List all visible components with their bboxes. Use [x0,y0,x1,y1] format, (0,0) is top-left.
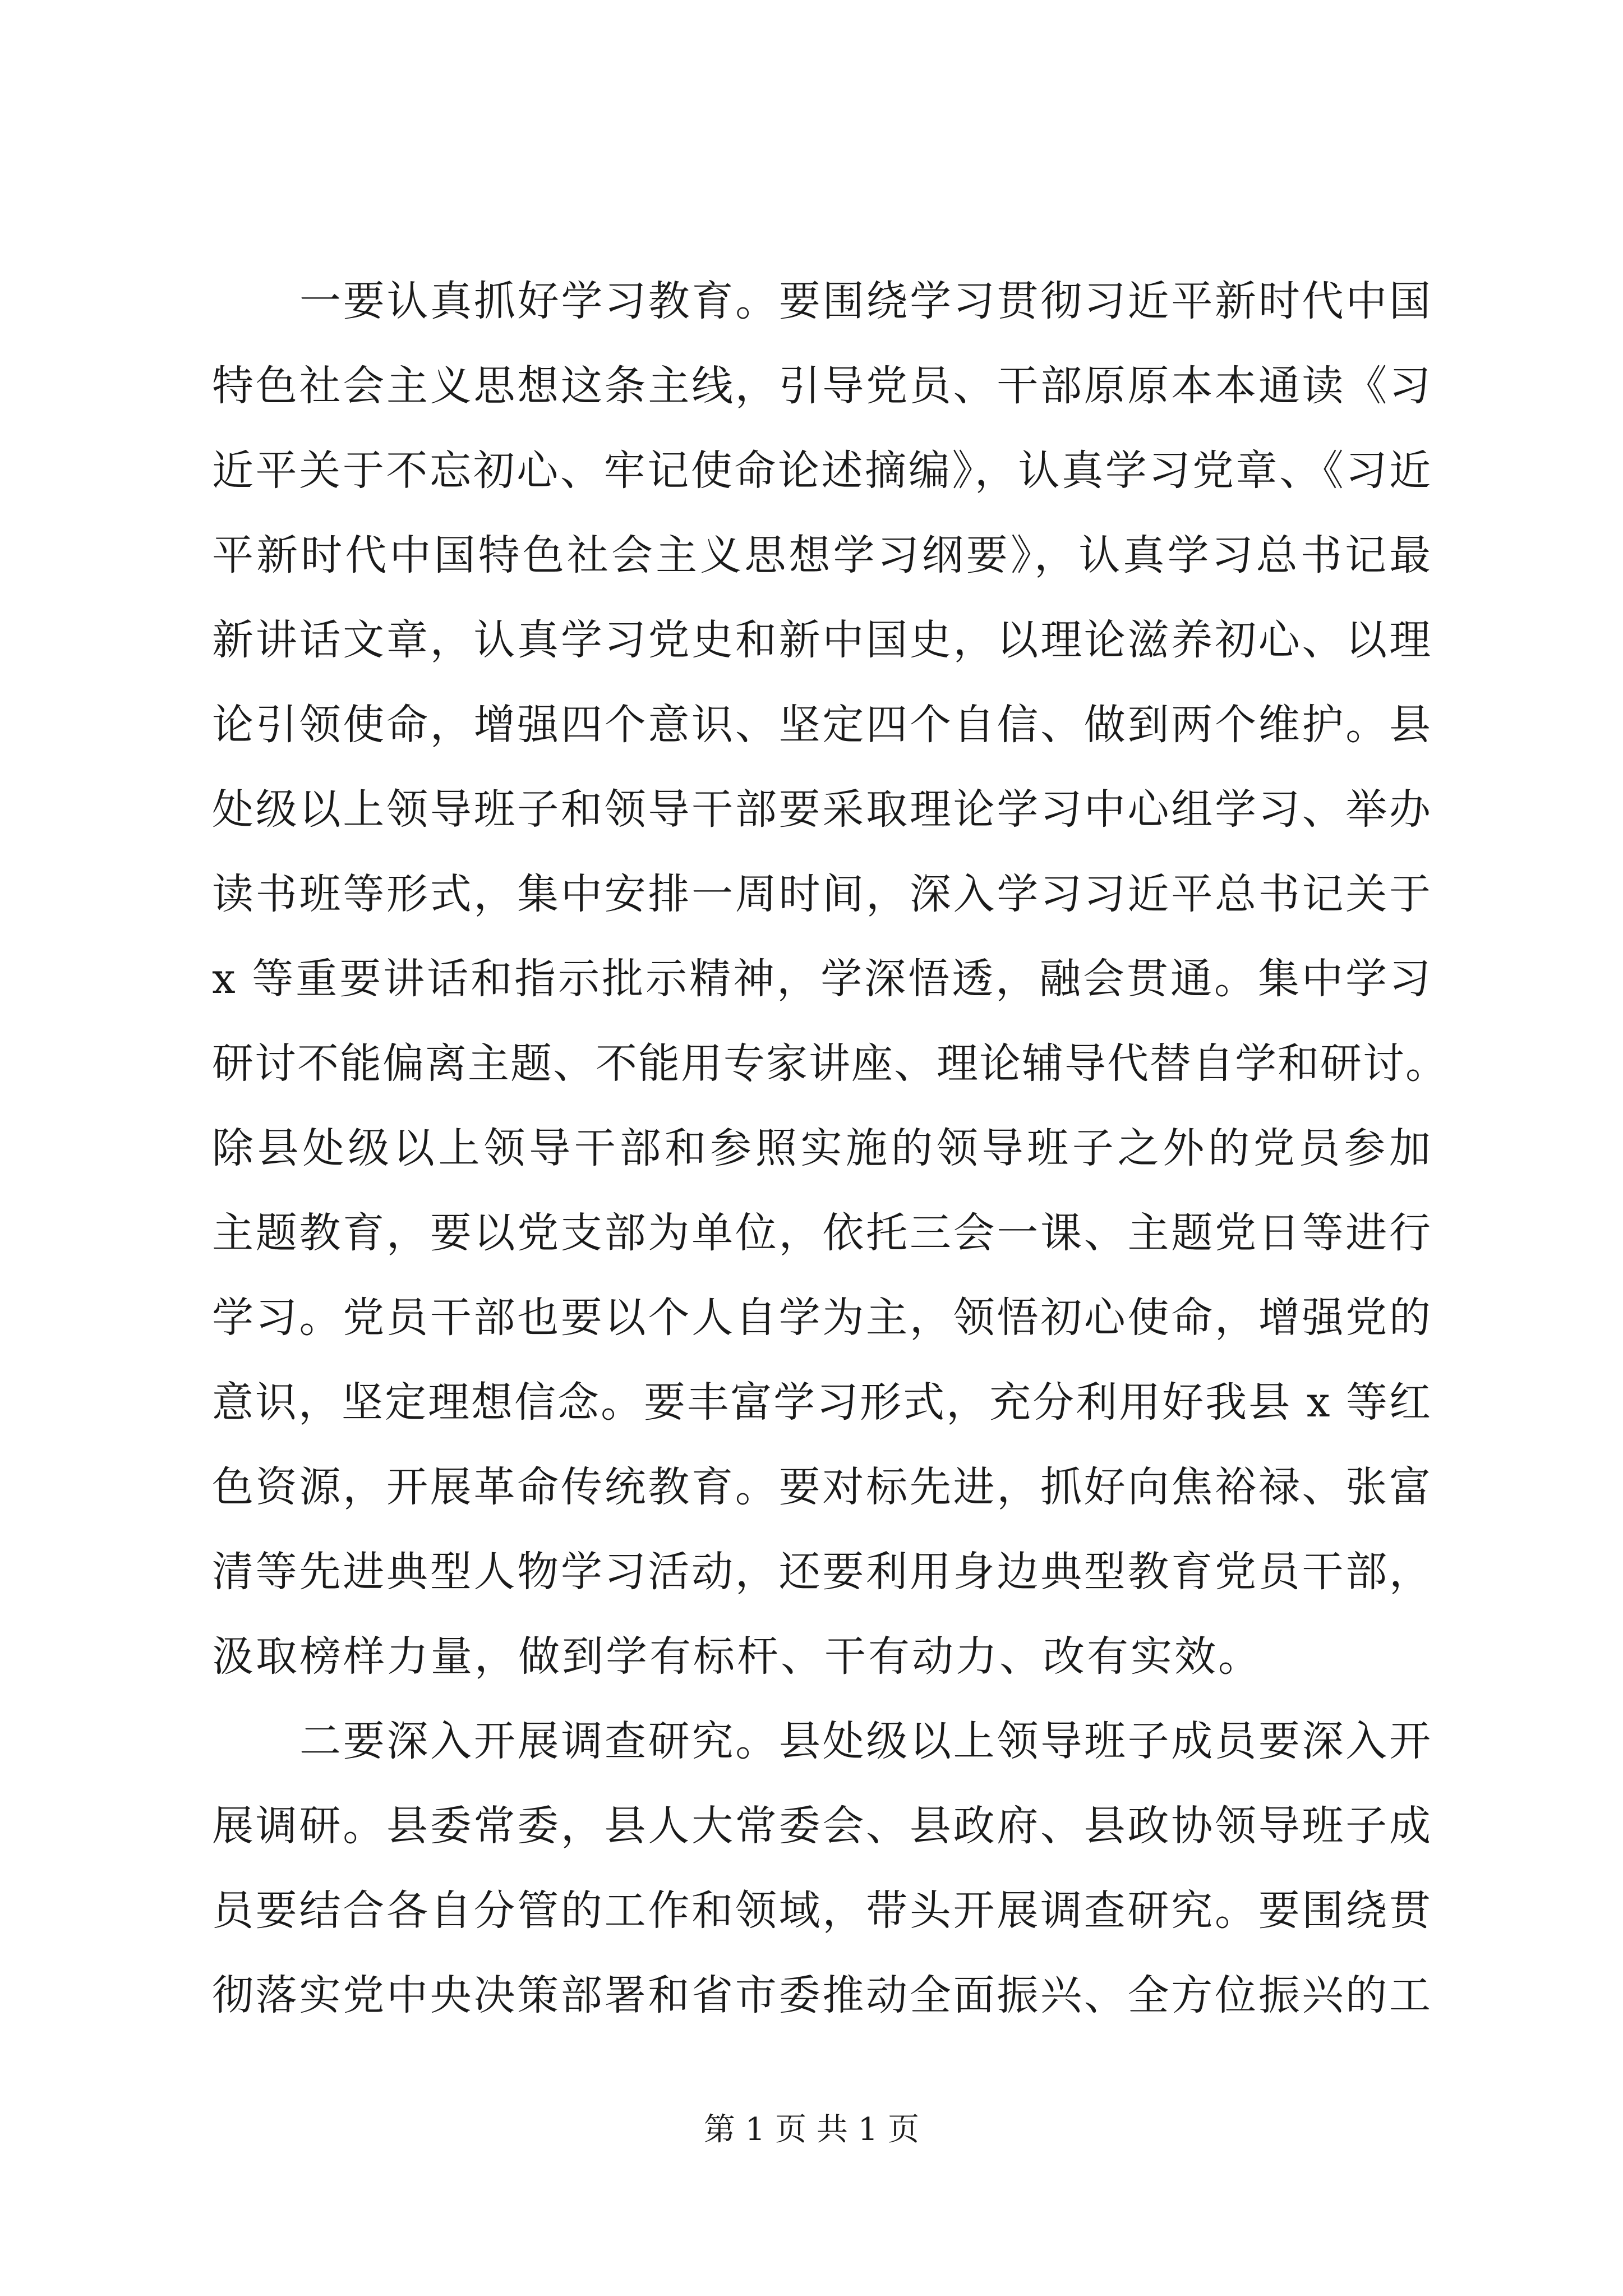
document-body [212,259,1448,2038]
text-line: x 等重要讲话和指示批示精神，学深悟透，融会贯通。集中学习 [212,955,1432,1003]
text-line: 彻落实党中央决策部署和省市委推动全面振兴、全方位振兴的工 [212,1971,1432,2019]
text-line: 汲取榜样力量，做到学有标杆、干有动力、改有实效。 [212,1632,1262,1681]
text-line: 学习。党员干部也要以个人自学为主，领悟初心使命，增强党的 [212,1294,1432,1342]
page-footer [0,2110,1623,2150]
text-line: 清等先进典型人物学习活动，还要利用身边典型教育党员干部， [212,1548,1432,1596]
text-line: 论引领使命，增强四个意识、坚定四个自信、做到两个维护。县 [212,701,1432,749]
text-line: 色资源，开展革命传统教育。要对标先进，抓好向焦裕禄、张富 [212,1463,1432,1511]
text-line: 展调研。县委常委，县人大常委会、县政府、县政协领导班子成 [212,1802,1432,1850]
text-line: 研讨不能偏离主题、不能用专家讲座、理论辅导代替自学和研讨。 [212,1039,1448,1088]
paragraph-1 [212,259,1448,1699]
text-line: 处级以上领导班子和领导干部要采取理论学习中心组学习、举办 [212,785,1432,834]
paragraph-2 [212,1699,1432,2038]
text-line: 除县处级以上领导干部和参照实施的领导班子之外的党员参加 [212,1124,1432,1172]
text-line: 读书班等形式，集中安排一周时间，深入学习习近平总书记关于 [212,870,1432,918]
page-number-label: 第 1 页 共 1 页 [703,2111,920,2148]
text-line: 主题教育，要以党支部为单位，依托三会一课、主题党日等进行 [212,1209,1432,1257]
text-line: 员要结合各自分管的工作和领域，带头开展调查研究。要围绕贯 [212,1887,1432,1935]
text-line: 近平关于不忘初心、牢记使命论述摘编》，认真学习党章、《习近 [212,447,1432,495]
text-line: 特色社会主义思想这条主线，引导党员、干部原原本本通读《习 [212,362,1432,410]
text-line: 意识，坚定理想信念。要丰富学习形式，充分利用好我县 x 等红 [212,1378,1432,1427]
text-line: 二要深入开展调查研究。县处级以上领导班子成员要深入开 [299,1717,1432,1765]
text-line: 一要认真抓好学习教育。要围绕学习贯彻习近平新时代中国 [299,277,1432,325]
text-line: 新讲话文章，认真学习党史和新中国史，以理论滋养初心、以理 [212,616,1432,664]
text-line: 平新时代中国特色社会主义思想学习纲要》，认真学习总书记最 [212,531,1432,579]
